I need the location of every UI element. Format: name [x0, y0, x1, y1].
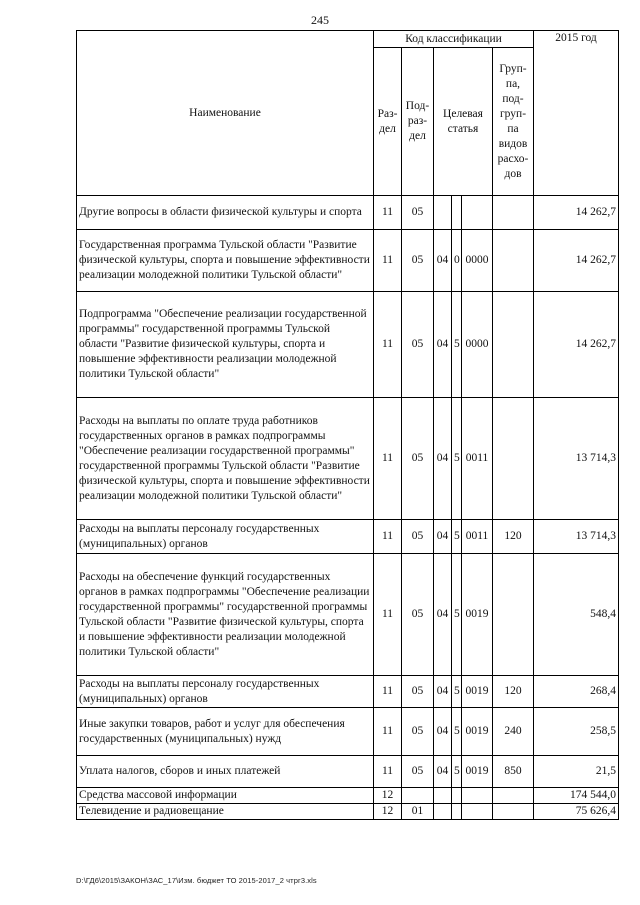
- table-row: [77, 292, 619, 398]
- row-target-program: 04: [434, 520, 452, 554]
- row-subsection: 05: [402, 292, 434, 398]
- row-subsection: 05: [402, 196, 434, 230]
- row-name: Другие вопросы в области физической культуры и спорта: [77, 196, 374, 230]
- table-row: [77, 196, 619, 230]
- row-target-program: 04: [434, 554, 452, 676]
- row-subsection: 05: [402, 398, 434, 520]
- row-name: Подпрограмма "Обеспечение реализации государственной программы" государственной программы Тульской области "Развитие физической культуры, спорта и повышение эффективности реализации молодежной политики Тульской области": [77, 292, 374, 398]
- row-subsection: 05: [402, 708, 434, 756]
- row-section: 11: [374, 676, 402, 708]
- budget-table: [76, 30, 619, 820]
- header-expense-group: Груп- па, под- груп- па видов расхо- дов: [493, 48, 534, 196]
- row-name: Уплата налогов, сборов и иных платежей: [77, 756, 374, 788]
- row-target-program: 04: [434, 676, 452, 708]
- row-target-direction: 0019: [462, 554, 493, 676]
- row-target-program: [434, 804, 452, 820]
- row-amount: 268,4: [534, 676, 619, 708]
- row-name: Средства массовой информации: [77, 788, 374, 804]
- row-section: 12: [374, 804, 402, 820]
- table-row: [77, 520, 619, 554]
- row-expense-type: 850: [493, 756, 534, 788]
- row-target-program: [434, 788, 452, 804]
- row-expense-type: [493, 554, 534, 676]
- row-target-subprogram: [452, 804, 462, 820]
- header-target-article: Целевая статья: [434, 48, 493, 196]
- row-name: Расходы на выплаты персоналу государственных (муниципальных) органов: [77, 520, 374, 554]
- row-expense-type: 120: [493, 676, 534, 708]
- row-target-direction: 0019: [462, 676, 493, 708]
- row-amount: 548,4: [534, 554, 619, 676]
- row-name: Телевидение и радиовещание: [77, 804, 374, 820]
- row-expense-type: [493, 788, 534, 804]
- row-expense-type: 240: [493, 708, 534, 756]
- table-row: [77, 788, 619, 804]
- row-subsection: 05: [402, 554, 434, 676]
- row-amount: 13 714,3: [534, 520, 619, 554]
- row-target-subprogram: 5: [452, 708, 462, 756]
- row-amount: 13 714,3: [534, 398, 619, 520]
- row-section: 11: [374, 756, 402, 788]
- row-target-direction: [462, 804, 493, 820]
- row-name: Государственная программа Тульской области "Развитие физической культуры, спорта и повышение эффективности реализации молодежной политики Тульской области": [77, 230, 374, 292]
- header-row-1: [77, 31, 619, 48]
- row-expense-type: [493, 196, 534, 230]
- header-year: 2015 год: [534, 31, 619, 196]
- row-target-subprogram: 5: [452, 676, 462, 708]
- row-section: 11: [374, 230, 402, 292]
- table-row: [77, 398, 619, 520]
- row-target-direction: [462, 788, 493, 804]
- row-target-subprogram: 5: [452, 554, 462, 676]
- table-body: [77, 196, 619, 820]
- row-amount: 174 544,0: [534, 788, 619, 804]
- row-expense-type: [493, 230, 534, 292]
- table-row: [77, 554, 619, 676]
- row-target-program: 04: [434, 230, 452, 292]
- row-target-direction: 0000: [462, 230, 493, 292]
- row-target-subprogram: 5: [452, 292, 462, 398]
- row-name: Расходы на обеспечение функций государственных органов в рамках подпрограммы "Обеспечение реализации государственной программы" государственной программы Тульской области "Развитие физической культуры, спорта и повышение эффективности реализации молодежной политики Тульской области": [77, 554, 374, 676]
- row-target-subprogram: 5: [452, 520, 462, 554]
- row-target-program: [434, 196, 452, 230]
- row-section: 11: [374, 398, 402, 520]
- row-expense-type: [493, 398, 534, 520]
- row-target-direction: [462, 196, 493, 230]
- page-number: 245: [311, 13, 329, 27]
- row-section: 11: [374, 520, 402, 554]
- header-section: Раз- дел: [374, 48, 402, 196]
- row-amount: 14 262,7: [534, 292, 619, 398]
- row-expense-type: [493, 292, 534, 398]
- table-row: [77, 804, 619, 820]
- row-target-direction: 0019: [462, 756, 493, 788]
- header-code-classification: Код классификации: [374, 31, 534, 48]
- row-subsection: 05: [402, 756, 434, 788]
- row-amount: 21,5: [534, 756, 619, 788]
- row-target-program: 04: [434, 708, 452, 756]
- table-row: [77, 756, 619, 788]
- table-row: [77, 230, 619, 292]
- row-section: 11: [374, 554, 402, 676]
- row-target-subprogram: 0: [452, 230, 462, 292]
- row-target-subprogram: [452, 196, 462, 230]
- table-row: [77, 708, 619, 756]
- header-name: Наименование: [77, 31, 374, 196]
- header-subsection: Под- раз- дел: [402, 48, 434, 196]
- row-target-direction: 0019: [462, 708, 493, 756]
- row-subsection: 05: [402, 676, 434, 708]
- row-name: Иные закупки товаров, работ и услуг для обеспечения государственных (муниципальных) нужд: [77, 708, 374, 756]
- row-section: 12: [374, 788, 402, 804]
- row-amount: 75 626,4: [534, 804, 619, 820]
- row-subsection: 05: [402, 520, 434, 554]
- row-target-subprogram: 5: [452, 398, 462, 520]
- row-target-program: 04: [434, 398, 452, 520]
- row-amount: 14 262,7: [534, 196, 619, 230]
- row-target-direction: 0011: [462, 520, 493, 554]
- row-target-direction: 0000: [462, 292, 493, 398]
- row-name: Расходы на выплаты персоналу государственных (муниципальных) органов: [77, 676, 374, 708]
- row-target-program: 04: [434, 756, 452, 788]
- row-target-subprogram: 5: [452, 756, 462, 788]
- table-row: [77, 676, 619, 708]
- row-subsection: [402, 788, 434, 804]
- row-section: 11: [374, 708, 402, 756]
- row-name: Расходы на выплаты по оплате труда работников государственных органов в рамках подпрограммы "Обеспечение реализации государственной программы" государственной программы Тульской области "Развитие физической культуры, спорта и повышение эффективности реализации молодежной политики Тульской области": [77, 398, 374, 520]
- row-target-direction: 0011: [462, 398, 493, 520]
- row-section: 11: [374, 196, 402, 230]
- row-subsection: 05: [402, 230, 434, 292]
- row-target-subprogram: [452, 788, 462, 804]
- row-subsection: 01: [402, 804, 434, 820]
- row-target-program: 04: [434, 292, 452, 398]
- row-section: 11: [374, 292, 402, 398]
- row-amount: 14 262,7: [534, 230, 619, 292]
- file-path-footer: D:\ГД6\2015\ЗАКОН\ЗАС_17\Изм. бюджет ТО 2015-2017_2 чтрг3.xls: [76, 876, 317, 885]
- row-amount: 258,5: [534, 708, 619, 756]
- row-expense-type: [493, 804, 534, 820]
- row-expense-type: 120: [493, 520, 534, 554]
